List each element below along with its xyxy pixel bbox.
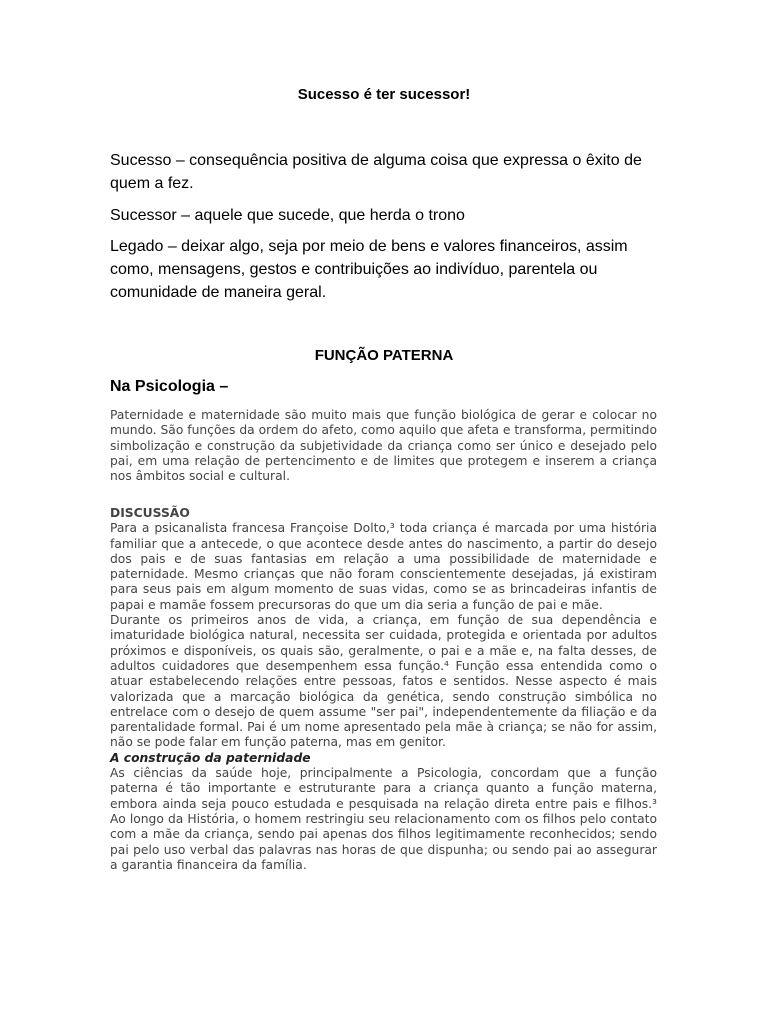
definition-legado: Legado – deixar algo, seja por meio de bens e valores financeiros, assim como, mensagens, gestos e contribuições ao indivíduo, parentela ou comunidade de maneira geral.: [110, 238, 628, 301]
subsection-title: Na Psicologia –: [110, 378, 229, 395]
construction-heading: A construção da paternidade: [110, 750, 311, 765]
definition-sucesso: Sucesso – consequência positiva de alguma coisa que expressa o êxito de quem a fez.: [110, 152, 642, 192]
construction-paragraph: As ciências da saúde hoje, principalmente a Psicologia, concordam que a função paterna é tão importante e estruturante para a criança quanto a função materna, embora ainda seja pouco estudada e pesquisada na relação direta entre pais e filhos.³ Ao longo da História, o homem restringiu seu relacionamento com os filhos pelo contato com a mãe da criança, sendo pai apenas dos filhos legitimamente reconhecidos; sendo pai pelo uso verbal das palavras nas horas de que dispunha; ou sendo pai ao assegurar a garantia financeira da família.: [110, 766, 657, 872]
discussion-heading: DISCUSSÃO: [110, 506, 190, 520]
intro-paragraph-text: Paternidade e maternidade são muito mais que função biológica de gerar e colocar no mundo. São funções da ordem do afeto, como aquilo que afeta e transforma, permitindo simbolização e construção da subjetividade da criança como ser único e desejado pelo pai, em uma relação de pertencimento e de limites que protegem e inserem a criança nos âmbitos social e cultural.: [110, 408, 657, 484]
document-title: Sucesso é ter sucessor!: [297, 86, 471, 103]
discussion-section: [110, 506, 657, 873]
discussion-paragraph-1: Para a psicanalista francesa Françoise Dolto,³ toda criança é marcada por uma história familiar que a antecede, o que acontece desde antes do nascimento, a partir do desejo dos pais e de suas fantasias em relação a uma possibilidade de maternidade e paternidade. Mesmo crianças que não foram conscientemente desejadas, já existiram para seus pais em algum momento de suas vidas, como se as brincadeiras infantis de papai e mamãe fossem precursoras do que um dia seria a função de pai e mãe.: [110, 521, 657, 612]
section-title: FUNÇÃO PATERNA: [314, 347, 454, 364]
intro-paragraph: [110, 408, 657, 484]
definition-sucessor: Sucessor – aquele que sucede, que herda o trono: [110, 207, 465, 224]
discussion-paragraph-2: Durante os primeiros anos de vida, a criança, em função de sua dependência e imaturidade biológica natural, necessita ser cuidada, protegida e orientada por adultos próximos e disponíveis, os quais são, geralmente, o pai e a mãe e, na falta desses, de adultos cuidadores que desempenhem essa função.⁴ Função essa entendida como o atuar estabelecendo relações entre pessoas, fatos e sentidos. Nesse aspecto é mais valorizada que a marcação biológica da genética, sendo construção simbólica no entrelace com o desejo de quem assume "ser pai", independentemente da filiação e da parentalidade formal. Pai é um nome apresentado pela mãe à criança; se não for assim, não se pode falar em função paterna, mas em genitor.: [110, 613, 657, 750]
